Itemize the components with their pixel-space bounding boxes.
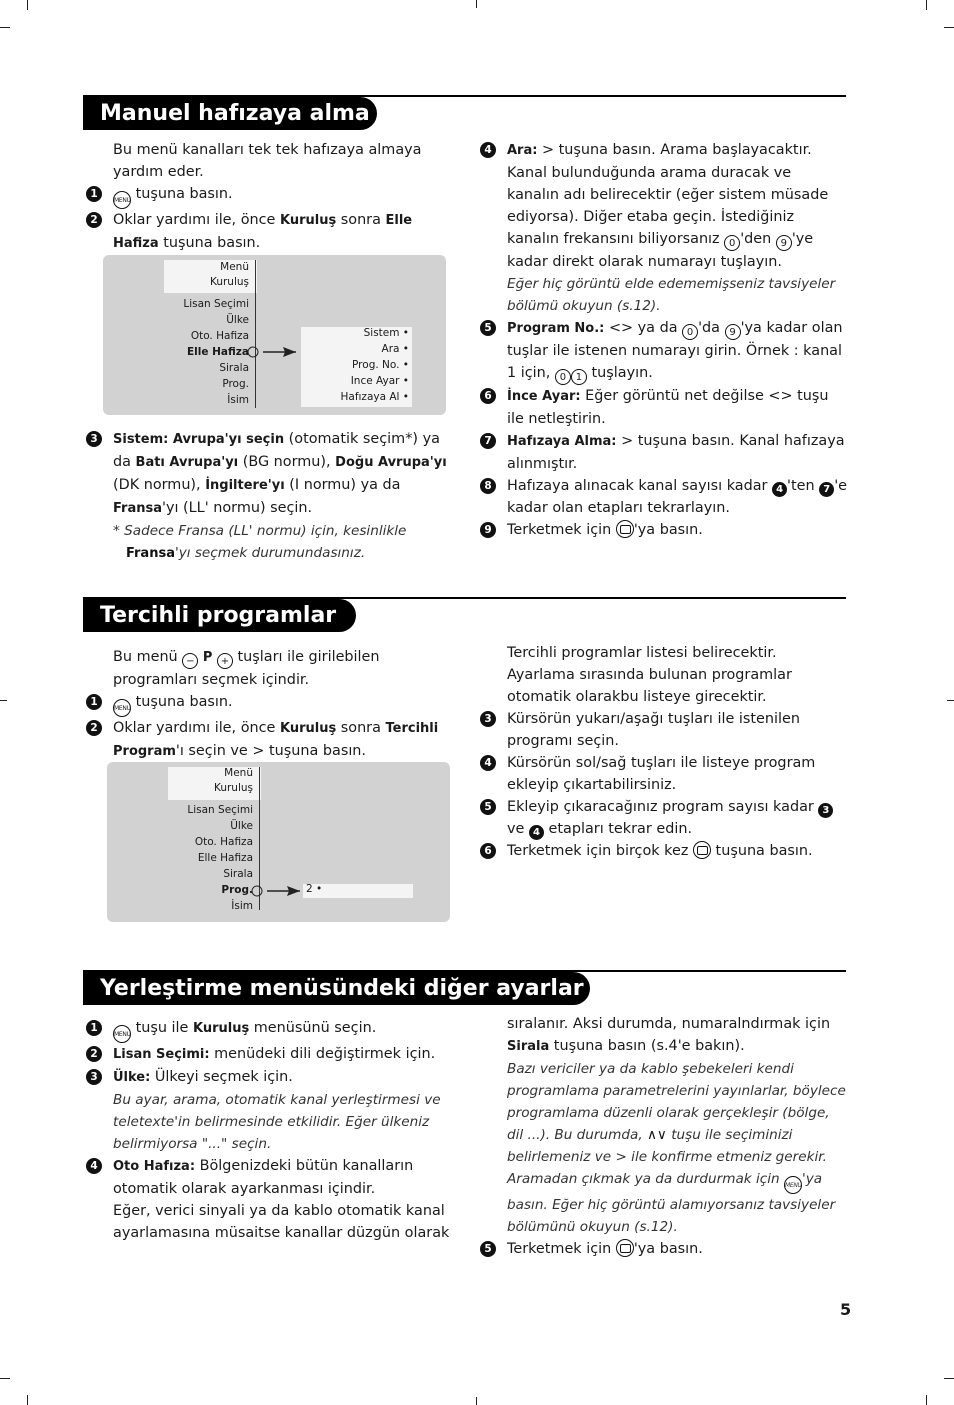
digit-9-key-icon: 9: [725, 324, 741, 340]
step-number: 9: [480, 522, 496, 538]
step-1: 1 MENU tuşuna basın.: [87, 691, 452, 717]
crop-mark: [926, 0, 927, 10]
step-number: 3: [86, 1069, 102, 1085]
step-8: 8 Hafızaya alınacak kanal sayısı kadar 4 'ten 7 'e kadar olan etapları tekrarlayın.: [481, 475, 847, 519]
menu-screenshot: [107, 762, 450, 922]
tv-exit-icon: [616, 1239, 634, 1257]
step-4-cont: Eğer, verici sinyali ya da kablo otomatik kanal ayarlamasına müsaitse kanallar düzgün olarak: [113, 1203, 450, 1241]
submenu-item: Hafızaya Al •: [340, 391, 409, 403]
step-3: 3 Sistem: Avrupa'yı seçin (otomatik seçim*) ya da Batı Avrupa'yı (BG normu), Doğu Avrupa'yı (DK normu), İngiltere'yı (I normu) ya da Fransa'yı (LL' normu) seçin.: [87, 428, 452, 520]
plus-key-icon: +: [217, 653, 233, 669]
step-4: 4 Ara: > tuşuna basın. Arama başlayacaktır. Kanal bulunduğunda arama duracak ve kanalın adı belirecektir (eğer sistem müsade ediyorsa). Diğer etaba geçin. İstediğiniz kanalın frekansını biliyorsanız 0 'den 9 'ye kadar direkt olarak numarayı tuşlayın.: [481, 139, 847, 273]
step-2: 2 Lisan Seçimi: menüdeki dili değiştirmek için.: [87, 1043, 452, 1066]
menu-item: Oto. Hafiza: [194, 836, 253, 848]
intro-text: Tercihli programlar listesi belirecektir. Ayarlama sırasında bulunan programlar otomatik olarakbu listeye girecektir.: [507, 645, 792, 705]
crop-mark: [0, 27, 10, 28]
menu-item: Kuruluş: [209, 276, 249, 288]
step-number: 1: [86, 1020, 102, 1036]
left-column: [87, 139, 452, 255]
step-7: 7 Hafızaya Alma: > tuşuna basın. Kanal hafızaya alınmıştır.: [481, 430, 847, 475]
menu-icon: MENU: [784, 1176, 802, 1194]
menu-icon: MENU: [113, 699, 131, 717]
digit-0-key-icon: 0: [724, 235, 740, 251]
menu-item: Ülke: [230, 820, 253, 832]
left-column: [87, 646, 452, 763]
crop-mark: [926, 1395, 927, 1405]
menu-item: Lisan Seçimi: [187, 804, 253, 816]
step-3: 3 Ülke: Ülkeyi seçmek için.: [87, 1066, 452, 1089]
step-number: 2: [86, 720, 102, 736]
crop-mark: [476, 1397, 477, 1405]
menu-item: İsim: [231, 900, 253, 912]
step-4-cont: sıralanır. Aksi durumda, numaralndırmak için Sirala tuşuna basın (s.4'e bakın).: [507, 1016, 831, 1054]
step-3-note: Bu ayar, arama, otomatik kanal yerleştirmesi ve teletexte'in belirmesinde etkilidir. Eğer ülkeniz belirmiyorsa "..." seçin.: [113, 1092, 441, 1152]
step-number: 7: [480, 433, 496, 449]
step-number: 5: [480, 1241, 496, 1257]
crop-mark: [0, 1378, 10, 1379]
crop-mark: [947, 700, 954, 701]
step-number: 4: [480, 755, 496, 771]
menu-item: Lisan Seçimi: [183, 298, 249, 310]
right-column: [481, 1013, 847, 1260]
page-number: 5: [840, 1300, 852, 1319]
menu-item: Oto. Hafiza: [190, 330, 249, 342]
submenu-item: Ince Ayar •: [350, 375, 409, 387]
menu-item: Sirala: [219, 362, 249, 374]
submenu-item: Ara •: [381, 343, 409, 355]
digit-1-key-icon: 1: [571, 369, 587, 385]
step-6: 6 Terketmek için birçok kez tuşuna basın.: [481, 840, 847, 862]
tv-exit-icon: [616, 520, 634, 538]
submenu-item: Prog. No. •: [352, 359, 409, 371]
step-ref: 4: [529, 825, 544, 840]
up-down-arrows-icon: ∧∨: [646, 1127, 667, 1143]
step-number: 8: [480, 478, 496, 494]
digit-9-key-icon: 9: [776, 235, 792, 251]
menu-item: Elle Hafiza: [197, 852, 253, 864]
step-1: 1 MENU tuşu ile Kuruluş menüsünü seçin.: [87, 1017, 452, 1043]
menu-icon: MENU: [113, 191, 131, 209]
intro-text: Bu menü − P + tuşları ile girilebilen programları seçmek içindir.: [113, 649, 380, 688]
menu-item: Kuruluş: [213, 782, 253, 794]
menu-item: Prog.: [221, 884, 253, 896]
step-number: 5: [480, 320, 496, 336]
cursor-arrow-icon: [245, 884, 305, 898]
right-column: [481, 139, 847, 541]
step-number: 2: [86, 212, 102, 228]
crop-mark: [27, 0, 28, 10]
menu-item: Menü: [220, 261, 249, 273]
step-6: 6 İnce Ayar: Eğer görüntü net değilse <> tuşu ile netleştirin.: [481, 385, 847, 430]
step-5: 5 Program No.: <> ya da 0 'da 9 'ya kadar olan tuşlar ile istenen numarayı girin. Örnek : kanal 1 için, 0 1 tuşlayın.: [481, 317, 847, 385]
step-3-note: * Sadece Fransa (LL' normu) için, kesinlikle Fransa'yı seçmek durumundasınız.: [113, 523, 407, 561]
step-number: 6: [480, 843, 496, 859]
step-number: 2: [86, 1046, 102, 1062]
section-title: Yerleştirme menüsündeki diğer ayarlar: [83, 972, 590, 1005]
cursor-arrow-icon: [241, 345, 301, 359]
menu-icon: MENU: [113, 1025, 131, 1043]
step-9: 9 Terketmek için 'ya basın.: [481, 519, 847, 541]
step-ref: 4: [772, 482, 787, 497]
submenu-item: Sistem •: [363, 327, 409, 339]
step-1: 1 MENU tuşuna basın.: [87, 183, 452, 209]
step-number: 4: [480, 142, 496, 158]
menu-item: Ülke: [226, 314, 249, 326]
step-3: 3 Kürsörün yukarı/aşağı tuşları ile istenilen programı seçin.: [481, 708, 847, 752]
menu-item: Elle Hafiza: [186, 346, 249, 358]
intro-text: Bu menü kanalları tek tek hafızaya almaya yardım eder.: [113, 142, 422, 180]
step-2: 2 Oklar yardımı ile, önce Kuruluş sonra Tercihli Program'ı seçin ve > tuşuna basın.: [87, 717, 452, 763]
step-5: 5 Terketmek için 'ya basın.: [481, 1238, 847, 1260]
step-4-note: Eğer hiç görüntü elde edememişseniz tavsiyeler bölümü okuyun (s.12).: [507, 276, 836, 314]
section-title: Manuel hafızaya alma: [83, 97, 377, 130]
step-ref: 3: [818, 803, 833, 818]
step-number: 4: [86, 1158, 102, 1174]
digit-0-key-icon: 0: [682, 324, 698, 340]
digit-0-key-icon: 0: [555, 369, 571, 385]
crop-mark: [0, 700, 7, 701]
tv-exit-icon: [693, 841, 711, 859]
crop-mark: [944, 27, 954, 28]
left-column: [87, 1017, 452, 1244]
step-4-note: Bazı vericiler ya da kablo şebekeleri kendi programlama parametrelerini yayınlarlar, böylece programlama düzenli olarak gerçekleşir (bölge, dil ...). Bu durumda, ∧∨ tuşu ile seçiminizi belirlemeniz ve > ile konfirme etmeniz gerekir. Aramadan çıkmak ya da durdurmak için MENU'ya basın. Eğer hiç görüntü alamıyorsanız tavsiyeler bölümünü okuyun (s.12).: [507, 1061, 846, 1235]
crop-mark: [27, 1395, 28, 1405]
menu-screenshot: [103, 255, 446, 415]
step-4: 4 Kürsörün sol/sağ tuşları ile listeye program ekleyip çıkartabilirsiniz.: [481, 752, 847, 796]
menu-item: İsim: [227, 394, 249, 406]
step-number: 6: [480, 388, 496, 404]
step-2: 2 Oklar yardımı ile, önce Kuruluş sonra Elle Hafiza tuşuna basın.: [87, 209, 452, 255]
menu-item: Menü: [224, 767, 253, 779]
step-4: 4 Oto Hafıza: Bölgenizdeki bütün kanalların otomatik olarak ayarkanması içindir.: [87, 1155, 452, 1200]
crop-mark: [944, 1378, 954, 1379]
step-number: 3: [480, 711, 496, 727]
step-number: 1: [86, 186, 102, 202]
step-5: 5 Ekleyip çıkaracağınız program sayısı kadar 3 ve 4 etapları tekrar edin.: [481, 796, 847, 840]
step-number: 1: [86, 694, 102, 710]
step-number: 5: [480, 799, 496, 815]
left-column-lower: [87, 428, 452, 565]
step-ref: 7: [819, 482, 834, 497]
crop-mark: [476, 0, 477, 8]
menu-item: Sirala: [223, 868, 253, 880]
section-title: Tercihli programlar: [83, 599, 356, 632]
right-column: [481, 642, 847, 862]
menu-item: Prog.: [222, 378, 249, 390]
menu-scroll-line: [255, 260, 256, 408]
submenu-item: 2 •: [306, 883, 323, 895]
step-number: 3: [86, 431, 102, 447]
minus-key-icon: −: [182, 653, 198, 669]
